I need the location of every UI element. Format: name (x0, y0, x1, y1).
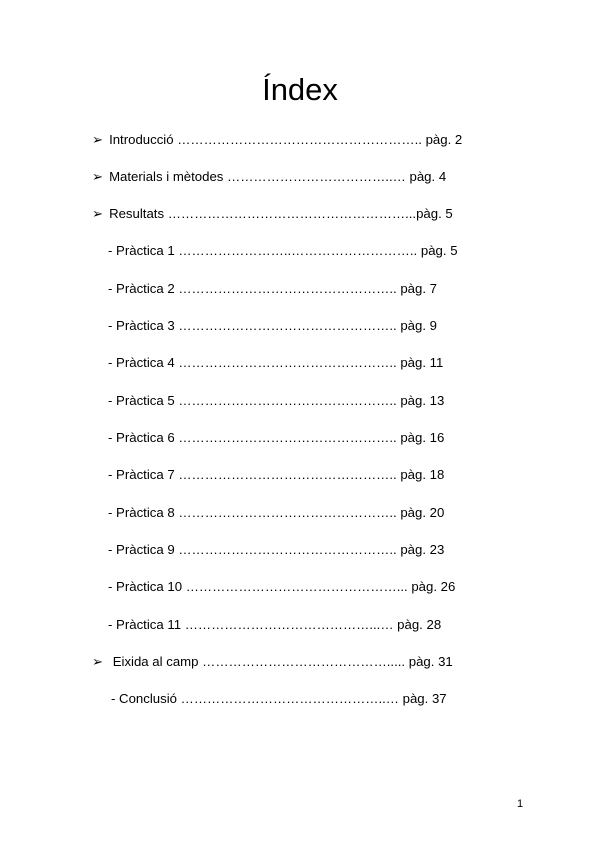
toc-entry-practica-9 (108, 541, 444, 559)
page-number: 1 (517, 798, 524, 810)
toc-entry-practica-3 (108, 317, 437, 335)
toc-entry-text: - Pràctica 5 ………………………………………….. pàg. 13 (108, 393, 445, 408)
toc-entry-text: - Pràctica 4 ………………………………………….. pàg. 11 (108, 355, 444, 370)
toc-entry-text: - Pràctica 10 …………………………………………... pàg. 26 (108, 579, 456, 594)
arrow-bullet-icon: ➢ (92, 206, 104, 221)
toc-entry-practica-7 (108, 466, 444, 484)
toc-entry-eixida-al-camp (92, 653, 453, 671)
toc-entry-practica-5 (108, 392, 444, 410)
toc-entry-practica-1 (108, 242, 458, 260)
toc-entry-practica-2 (108, 280, 437, 298)
toc-entry-text: - Pràctica 2 ………………………………………….. pàg. 7 (108, 281, 438, 296)
page-title: Índex (262, 72, 338, 107)
toc-entry-practica-8 (108, 504, 444, 522)
toc-entry-practica-4 (108, 354, 443, 372)
arrow-bullet-icon: ➢ (92, 654, 104, 669)
toc-entry-text: - Pràctica 9 ………………………………………….. pàg. 23 (108, 542, 445, 557)
arrow-bullet-icon: ➢ (92, 132, 104, 147)
toc-entry-text: Materials i mètodes ………………………………..… pàg. 4 (109, 169, 447, 184)
arrow-bullet-icon: ➢ (92, 169, 104, 184)
toc-entry-text: Introducció ……………………………………………….. pàg. 2 (109, 132, 463, 147)
toc-entry-text: - Pràctica 1 ……………………..……………………….. pàg. 5 (108, 243, 458, 258)
toc-entry-text: Eixida al camp ……………………………………..... pàg. 31 (109, 654, 453, 669)
toc-entry-materials (92, 168, 446, 186)
toc-entry-introduccio (92, 131, 462, 149)
toc-entry-text: - Pràctica 11 ……………………………………...… pàg. 28 (108, 617, 442, 632)
toc-entry-text: - Conclusió ………………………………………..… pàg. 37 (111, 691, 447, 706)
toc-entry-text: - Pràctica 6 ………………………………………….. pàg. 16 (108, 430, 445, 445)
toc-entry-resultats (92, 205, 453, 223)
toc-entry-practica-11 (108, 616, 441, 634)
toc-entry-text: - Pràctica 3 ………………………………………….. pàg. 9 (108, 318, 438, 333)
toc-entry-practica-6 (108, 429, 444, 447)
toc-entry-text: - Pràctica 8 ………………………………………….. pàg. 20 (108, 505, 445, 520)
toc-entry-practica-10 (108, 578, 455, 596)
toc-entry-text: Resultats ………………………………………………...pàg. 5 (109, 206, 453, 221)
toc-entry-text: - Pràctica 7 ………………………………………….. pàg. 18 (108, 467, 445, 482)
toc-entry-conclusio (111, 690, 447, 708)
